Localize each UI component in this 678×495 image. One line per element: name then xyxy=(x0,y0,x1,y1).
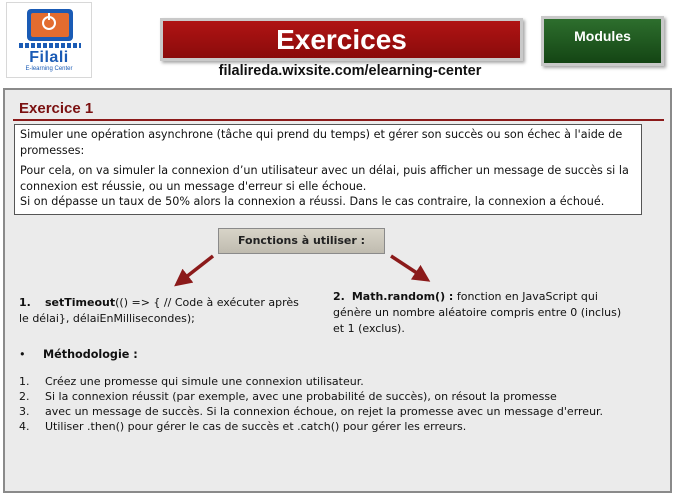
methodology-steps xyxy=(19,374,664,434)
list-item xyxy=(19,389,664,404)
arrow-left-icon xyxy=(181,256,213,281)
step-number: 4. xyxy=(19,420,30,433)
modules-button[interactable]: Modules xyxy=(541,16,664,66)
keyboard-icon xyxy=(19,43,81,48)
filali-logo xyxy=(6,2,92,78)
description-paragraph: Simuler une opération asynchrone (tâche qui prend du temps) et gérer son succès ou son échec à l'aide de promesses: xyxy=(20,128,623,157)
step-text: Si la connexion réussit (par exemple, avec une probabilité de succès), on résout la promesse xyxy=(45,390,557,403)
methodology-title: Méthodologie : xyxy=(43,348,138,361)
function-name: setTimeout xyxy=(45,296,116,309)
exercise-title: Exercice 1 xyxy=(19,100,94,117)
exercise-panel xyxy=(3,88,672,493)
step-text: Créez une promesse qui simule une connexion utilisateur. xyxy=(45,375,364,388)
list-item xyxy=(19,419,664,434)
logo-subtitle: E-learning Center xyxy=(25,66,73,72)
function-signature: (() => { // Code à exécuter après le délai}, délaiEnMillisecondes); xyxy=(19,296,299,325)
methodology-heading xyxy=(19,348,138,361)
page-title: Exercices xyxy=(276,23,407,55)
function-math-random xyxy=(333,289,633,337)
function-settimeout xyxy=(19,295,309,327)
list-item xyxy=(19,374,664,389)
logo-name: Filali xyxy=(29,49,69,66)
function-description: fonction en JavaScript qui génère un nombre aléatoire compris entre 0 (inclus) et 1 (exclus). xyxy=(333,290,622,335)
step-number: 3. xyxy=(19,405,30,418)
site-url[interactable]: filalireda.wixsite.com/elearning-center xyxy=(218,63,482,79)
function-name: Math.random() : xyxy=(351,290,454,303)
step-number: 2. xyxy=(19,390,30,403)
page-title-banner xyxy=(160,18,523,61)
description-paragraph: Si on dépasse un taux de 50% alors la connexion a réussi. Dans le cas contraire, la connexion a échoué. xyxy=(20,195,605,208)
function-number: 2. xyxy=(333,290,345,303)
description-paragraph: Pour cela, on va simuler la connexion d’un utilisateur avec un délai, puis afficher un message de succès si la connexion est réussie, ou un message d'erreur si elle échoue. xyxy=(20,164,629,193)
function-number: 1. xyxy=(19,296,31,309)
functions-label: Fonctions à utiliser : xyxy=(218,228,385,254)
arrow-right-icon xyxy=(391,256,423,277)
list-item xyxy=(19,404,664,419)
power-icon xyxy=(42,16,56,30)
step-text: Utiliser .then() pour gérer le cas de succès et .catch() pour gérer les erreurs. xyxy=(45,420,467,433)
bullet: • xyxy=(19,348,26,361)
step-text: avec un message de succès. Si la connexion échoue, on rejet la promesse avec un message d'erreur. xyxy=(45,405,604,418)
step-number: 1. xyxy=(19,375,30,388)
